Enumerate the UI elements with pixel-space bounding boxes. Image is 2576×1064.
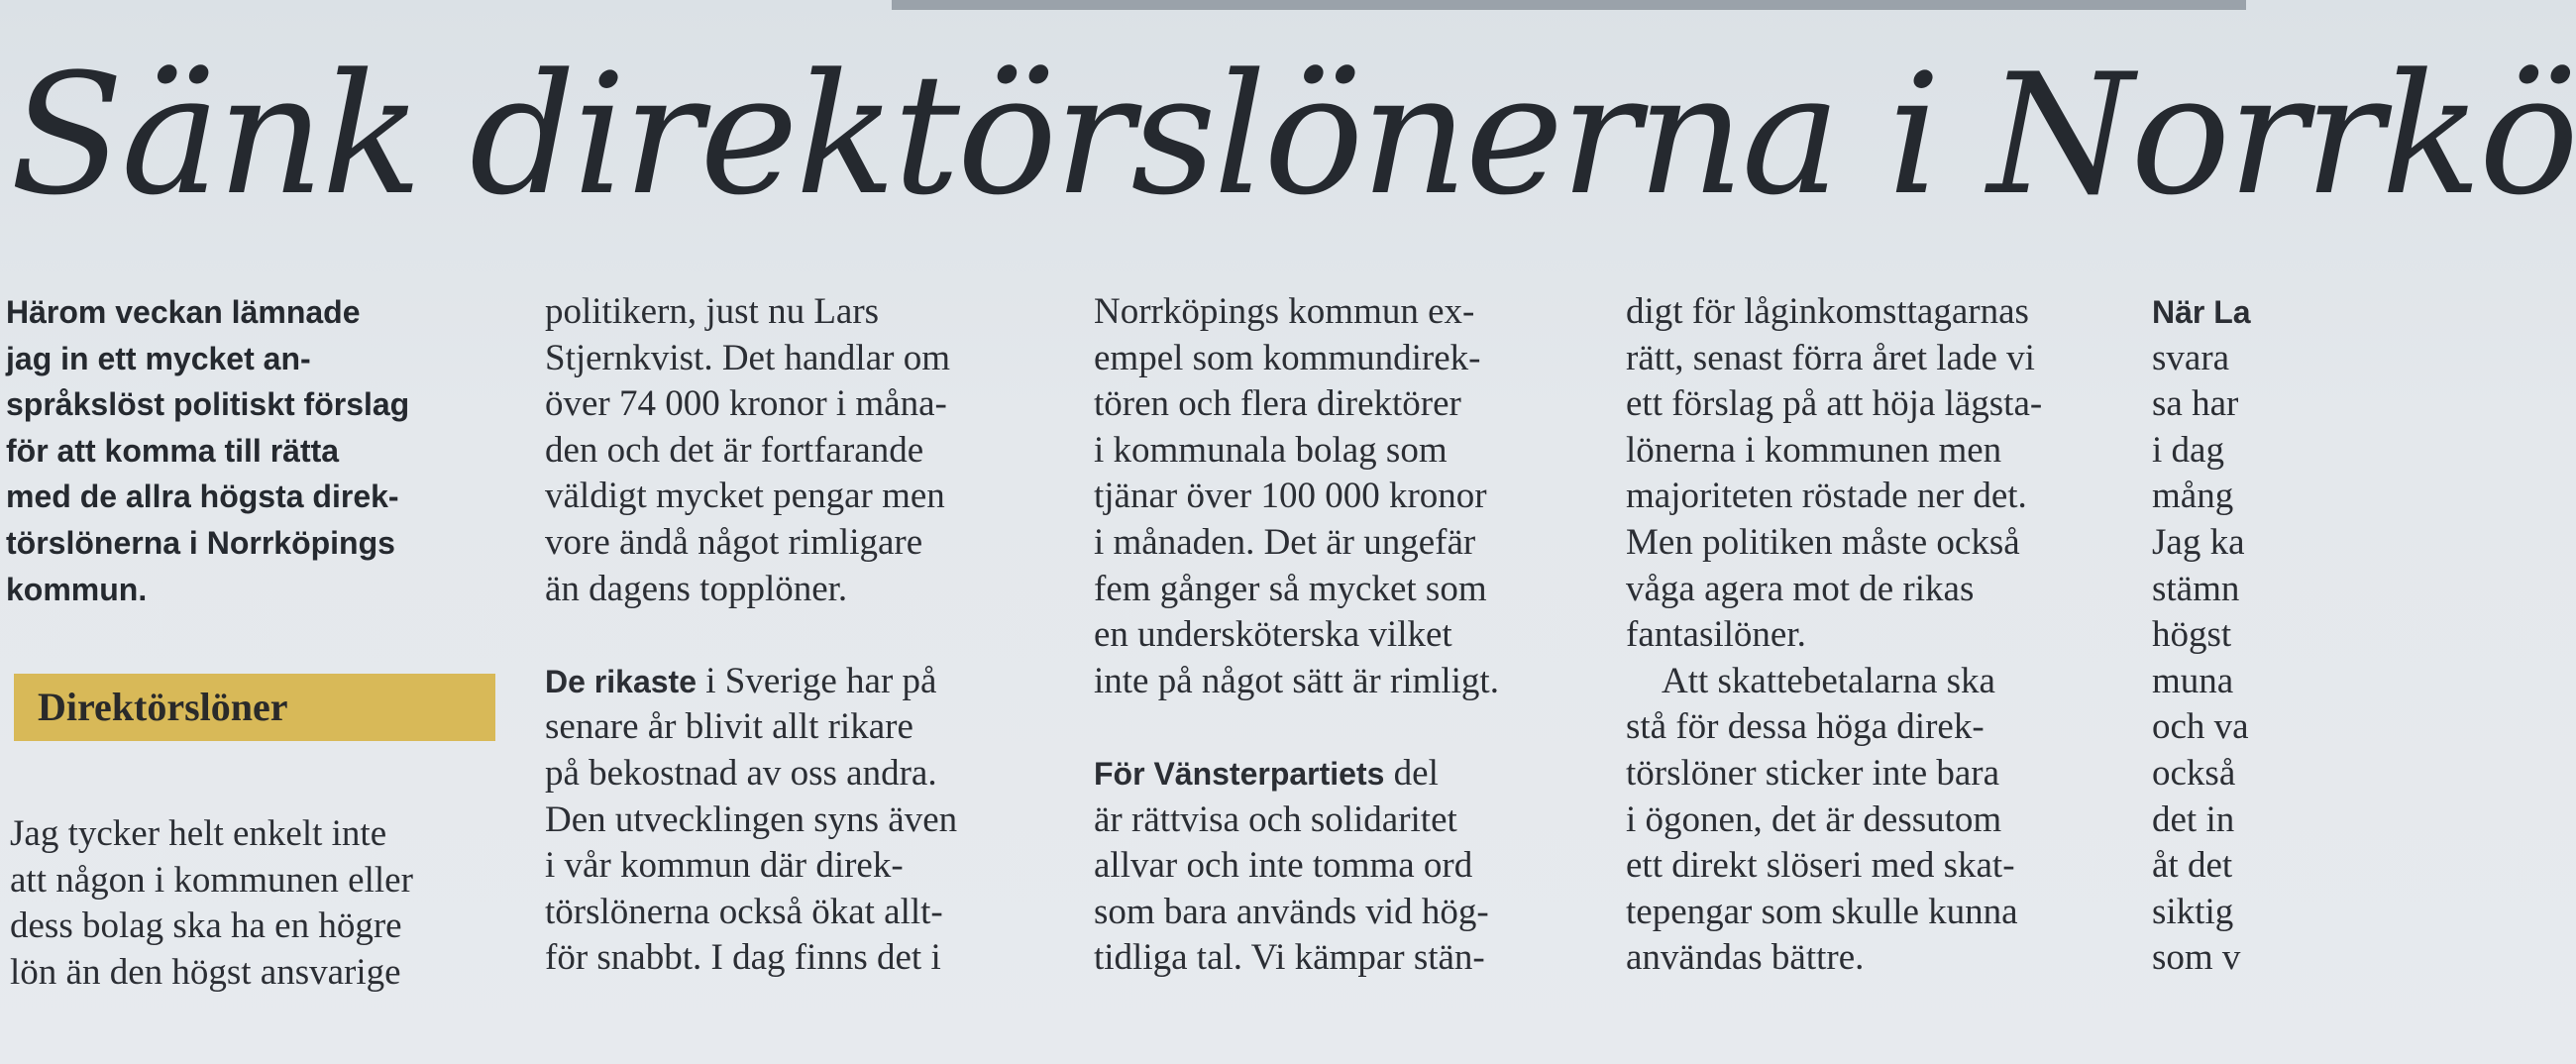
paragraph-gap	[545, 612, 957, 659]
body-line: dess bolag ska ha en högre	[10, 905, 402, 947]
body-line: lön än den högst ansvarige	[10, 951, 401, 993]
subhead-line	[2152, 289, 2251, 336]
column-1-body	[10, 811, 413, 996]
body-line: politikern, just nu Lars	[545, 291, 880, 332]
body-line: tören och flera direktörer	[1094, 383, 1461, 425]
body-line: Den utvecklingen syns även	[545, 798, 958, 840]
body-line: sa har	[2152, 383, 2239, 425]
body-line: fem gånger så mycket som	[1094, 568, 1487, 609]
body-line: i månaden. Det är ungefär	[1094, 521, 1476, 563]
body-line: och va	[2152, 706, 2249, 748]
column-3	[1094, 289, 1499, 982]
body-line: rätt, senast förra året lade vi	[1626, 337, 2035, 378]
body-line: också	[2152, 752, 2236, 794]
lead-line: språkslöst politiskt förslag	[6, 386, 410, 423]
body-line: än dagens topplöner.	[545, 568, 848, 609]
body-line: i ögonen, det är dessutom	[1626, 798, 2002, 840]
body-text: Att skattebetalarna ska	[1662, 660, 1995, 701]
body-line: Norrköpings kommun ex-	[1094, 291, 1475, 332]
body-line: på bekostnad av oss andra.	[545, 752, 937, 794]
section-heading: Direktörslöner	[38, 685, 288, 729]
lead-line: jag in ett mycket an-	[6, 340, 311, 376]
body-line: det in	[2152, 798, 2235, 840]
column-2	[545, 289, 957, 982]
subhead-line	[1094, 751, 1499, 798]
lead-line: kommun.	[6, 571, 148, 607]
inline-subhead: När La	[2152, 294, 2251, 330]
body-line: digt för låginkomsttagarnas	[1626, 291, 2029, 332]
body-line: lönerna i kommunen men	[1626, 429, 2002, 471]
body-line: törslöner sticker inte bara	[1626, 752, 2000, 794]
lead-line: Härom veckan lämnade	[6, 294, 361, 330]
body-line: tepengar som skulle kunna	[1626, 891, 2018, 932]
body-line: allvar och inte tomma ord	[1094, 845, 1473, 887]
inline-subhead: De rikaste	[545, 663, 697, 699]
body-line: muna	[2152, 660, 2234, 701]
body-line: våga agera mot de rikas	[1626, 568, 1975, 609]
body-line: en undersköterska vilket	[1094, 614, 1452, 656]
body-line: Jag tycker helt enkelt inte	[10, 813, 387, 854]
body-line: Stjernkvist. Det handlar om	[545, 337, 950, 378]
body-line	[1626, 659, 2042, 705]
body-line: användas bättre.	[1626, 937, 1865, 979]
lead-line: törslönerna i Norrköpings	[6, 524, 395, 561]
body-line: inte på något sätt är rimligt.	[1094, 660, 1499, 701]
lead-line: för att komma till rätta	[6, 432, 340, 469]
paragraph-gap	[1094, 704, 1499, 751]
body-line: högst	[2152, 614, 2232, 656]
page-top-edge	[892, 0, 2246, 10]
column-5	[2152, 289, 2251, 982]
body-line: som v	[2152, 937, 2241, 979]
body-line: svara	[2152, 337, 2230, 378]
column-4	[1626, 289, 2042, 982]
body-line: som bara används vid hög-	[1094, 891, 1489, 932]
body-line: törslönerna också ökat allt-	[545, 891, 943, 932]
body-line: stämn	[2152, 568, 2240, 609]
body-line: stå för dessa höga direk-	[1626, 706, 1985, 748]
body-line: i kommunala bolag som	[1094, 429, 1448, 471]
body-line: tjänar över 100 000 kronor	[1094, 476, 1487, 517]
body-line: i dag	[2152, 429, 2224, 471]
article-lead	[6, 289, 409, 612]
body-line: senare år blivit allt rikare	[545, 706, 913, 748]
body-line: mång	[2152, 476, 2234, 517]
body-line: siktig	[2152, 891, 2234, 932]
body-text: del	[1384, 752, 1439, 794]
body-line: åt det	[2152, 845, 2233, 887]
body-line: ett direkt slöseri med skat-	[1626, 845, 2015, 887]
body-line: är rättvisa och solidaritet	[1094, 798, 1457, 840]
subhead-line	[545, 659, 957, 705]
body-line: över 74 000 kronor i måna-	[545, 383, 947, 425]
body-line: den och det är fortfarande	[545, 429, 924, 471]
body-line: väldigt mycket pengar men	[545, 476, 945, 517]
body-line: tidliga tal. Vi kämpar stän-	[1094, 937, 1485, 979]
lead-line: med de allra högsta direk-	[6, 479, 399, 515]
body-line: i vår kommun där direk-	[545, 845, 904, 887]
body-line: Men politiken måste också	[1626, 521, 2020, 563]
body-text: i Sverige har på	[696, 660, 937, 701]
body-line: empel som kommundirek-	[1094, 337, 1481, 378]
body-line: fantasilöner.	[1626, 614, 1806, 656]
body-line: för snabbt. I dag finns det i	[545, 937, 941, 979]
body-line: Jag ka	[2152, 521, 2245, 563]
body-line: vore ändå något rimligare	[545, 521, 923, 563]
body-line: majoriteten röstade ner det.	[1626, 476, 2027, 517]
body-line: att någon i kommunen eller	[10, 859, 413, 901]
article-headline: Sänk direktörslönerna i Norrkö	[10, 38, 2576, 232]
body-line: ett förslag på att höja lägsta-	[1626, 383, 2043, 425]
inline-subhead: För Vänsterpartiets	[1094, 755, 1385, 792]
